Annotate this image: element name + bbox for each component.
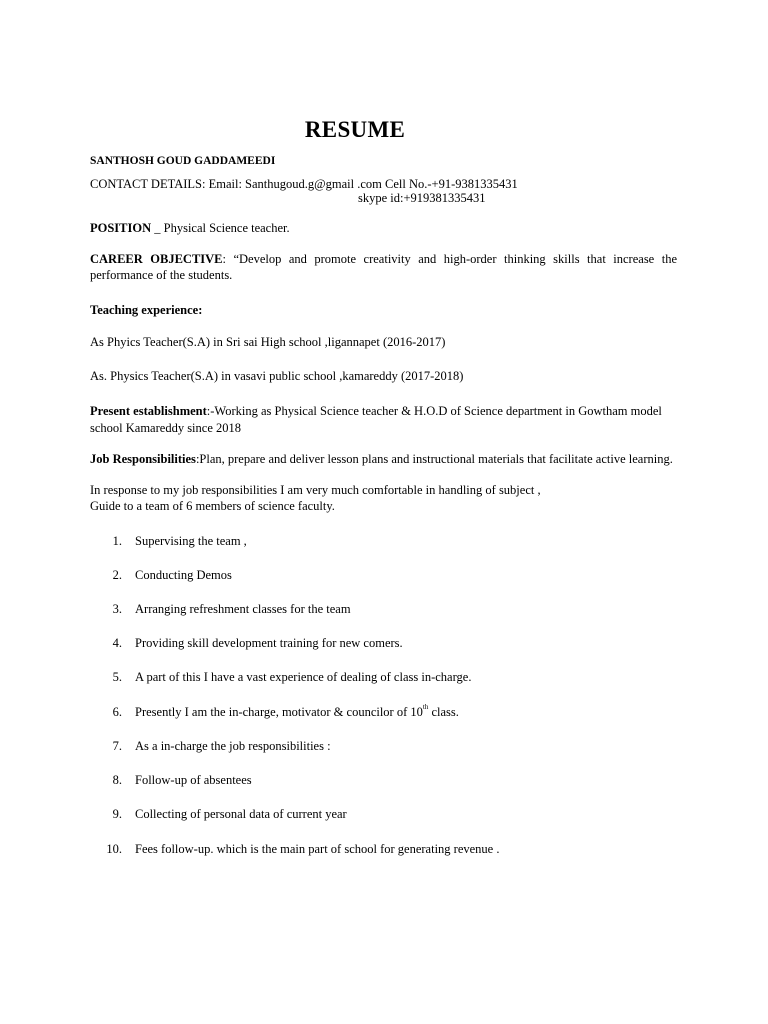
position-label: POSITION xyxy=(90,221,152,235)
career-label: CAREER OBJECTIVE xyxy=(90,252,223,266)
position-value: _ Physical Science teacher. xyxy=(151,221,290,235)
list-text: Collecting of personal data of current year xyxy=(135,807,347,821)
position-line xyxy=(90,221,290,236)
skype-id: skype id:+919381335431 xyxy=(358,191,486,205)
list-number: 5. xyxy=(112,670,122,684)
list-item xyxy=(0,602,768,618)
list-item xyxy=(0,842,768,858)
candidate-name: SANTHOSH GOUD GADDAMEEDI xyxy=(90,155,276,167)
list-text: As a in-charge the job responsibilities : xyxy=(135,739,331,753)
list-number: 2. xyxy=(112,568,122,582)
list-text xyxy=(135,705,459,720)
present-text: :-Working as Physical Science teacher & H.O.D of Science department in Gowtham model school Kamareddy since 2018 xyxy=(90,404,662,435)
list-text: Fees follow-up. which is the main part of school for generating revenue . xyxy=(135,842,500,856)
list-item xyxy=(0,773,768,789)
career-objective xyxy=(90,251,677,283)
list-number: 7. xyxy=(112,739,122,753)
list-number: 1. xyxy=(112,534,122,548)
list-item xyxy=(0,807,768,823)
list-number: 9. xyxy=(112,807,122,821)
contact-details: CONTACT DETAILS: Email: Santhugoud.g@gmail .com Cell No.-+91-9381335431 xyxy=(90,177,518,191)
list-text: Providing skill development training for new comers. xyxy=(135,636,403,650)
experience-item: As. Physics Teacher(S.A) in vasavi public school ,kamareddy (2017-2018) xyxy=(90,369,464,383)
job-responsibilities xyxy=(90,452,673,467)
career-line-1 xyxy=(90,251,677,267)
experience-item: As Phyics Teacher(S.A) in Sri sai High school ,ligannapet (2016-2017) xyxy=(90,335,446,349)
list-text: Supervising the team , xyxy=(135,534,247,548)
list-number: 4. xyxy=(112,636,122,650)
list-item xyxy=(0,739,768,755)
list-number: 8. xyxy=(112,773,122,787)
list-number: 10. xyxy=(106,842,122,856)
response-line-2: Guide to a team of 6 members of science faculty. xyxy=(90,499,335,513)
list-text-main: Presently I am the in-charge, motivator & councilor of 10 xyxy=(135,705,423,719)
list-number: 3. xyxy=(112,602,122,616)
present-establishment xyxy=(90,403,690,437)
list-item xyxy=(0,534,768,550)
list-text: A part of this I have a vast experience of dealing of class in-charge. xyxy=(135,670,472,684)
list-item xyxy=(0,568,768,584)
career-text-1: : “Develop and promote creativity and high-order thinking skills that increase the xyxy=(222,252,677,266)
list-item xyxy=(0,636,768,652)
response-paragraph xyxy=(90,482,690,514)
list-text: Conducting Demos xyxy=(135,568,232,582)
list-number: 6. xyxy=(112,705,122,719)
job-text: :Plan, prepare and deliver lesson plans and instructional materials that facilitate active learning. xyxy=(195,452,673,466)
list-item xyxy=(0,705,768,721)
list-text: Follow-up of absentees xyxy=(135,773,252,787)
list-item xyxy=(0,670,768,686)
page-title: RESUME xyxy=(304,117,406,142)
list-text: Arranging refreshment classes for the team xyxy=(135,602,351,616)
job-label: Job Responsibilities xyxy=(90,452,196,466)
present-label: Present establishment xyxy=(90,404,207,418)
ordinal-superscript: th xyxy=(422,703,429,711)
list-text-after: class. xyxy=(428,705,459,719)
response-line-1: In response to my job responsibilities I am very much comfortable in handling of subject , xyxy=(90,483,541,497)
teaching-experience-heading: Teaching experience: xyxy=(90,303,203,317)
career-text-2: performance of the students. xyxy=(90,268,233,282)
